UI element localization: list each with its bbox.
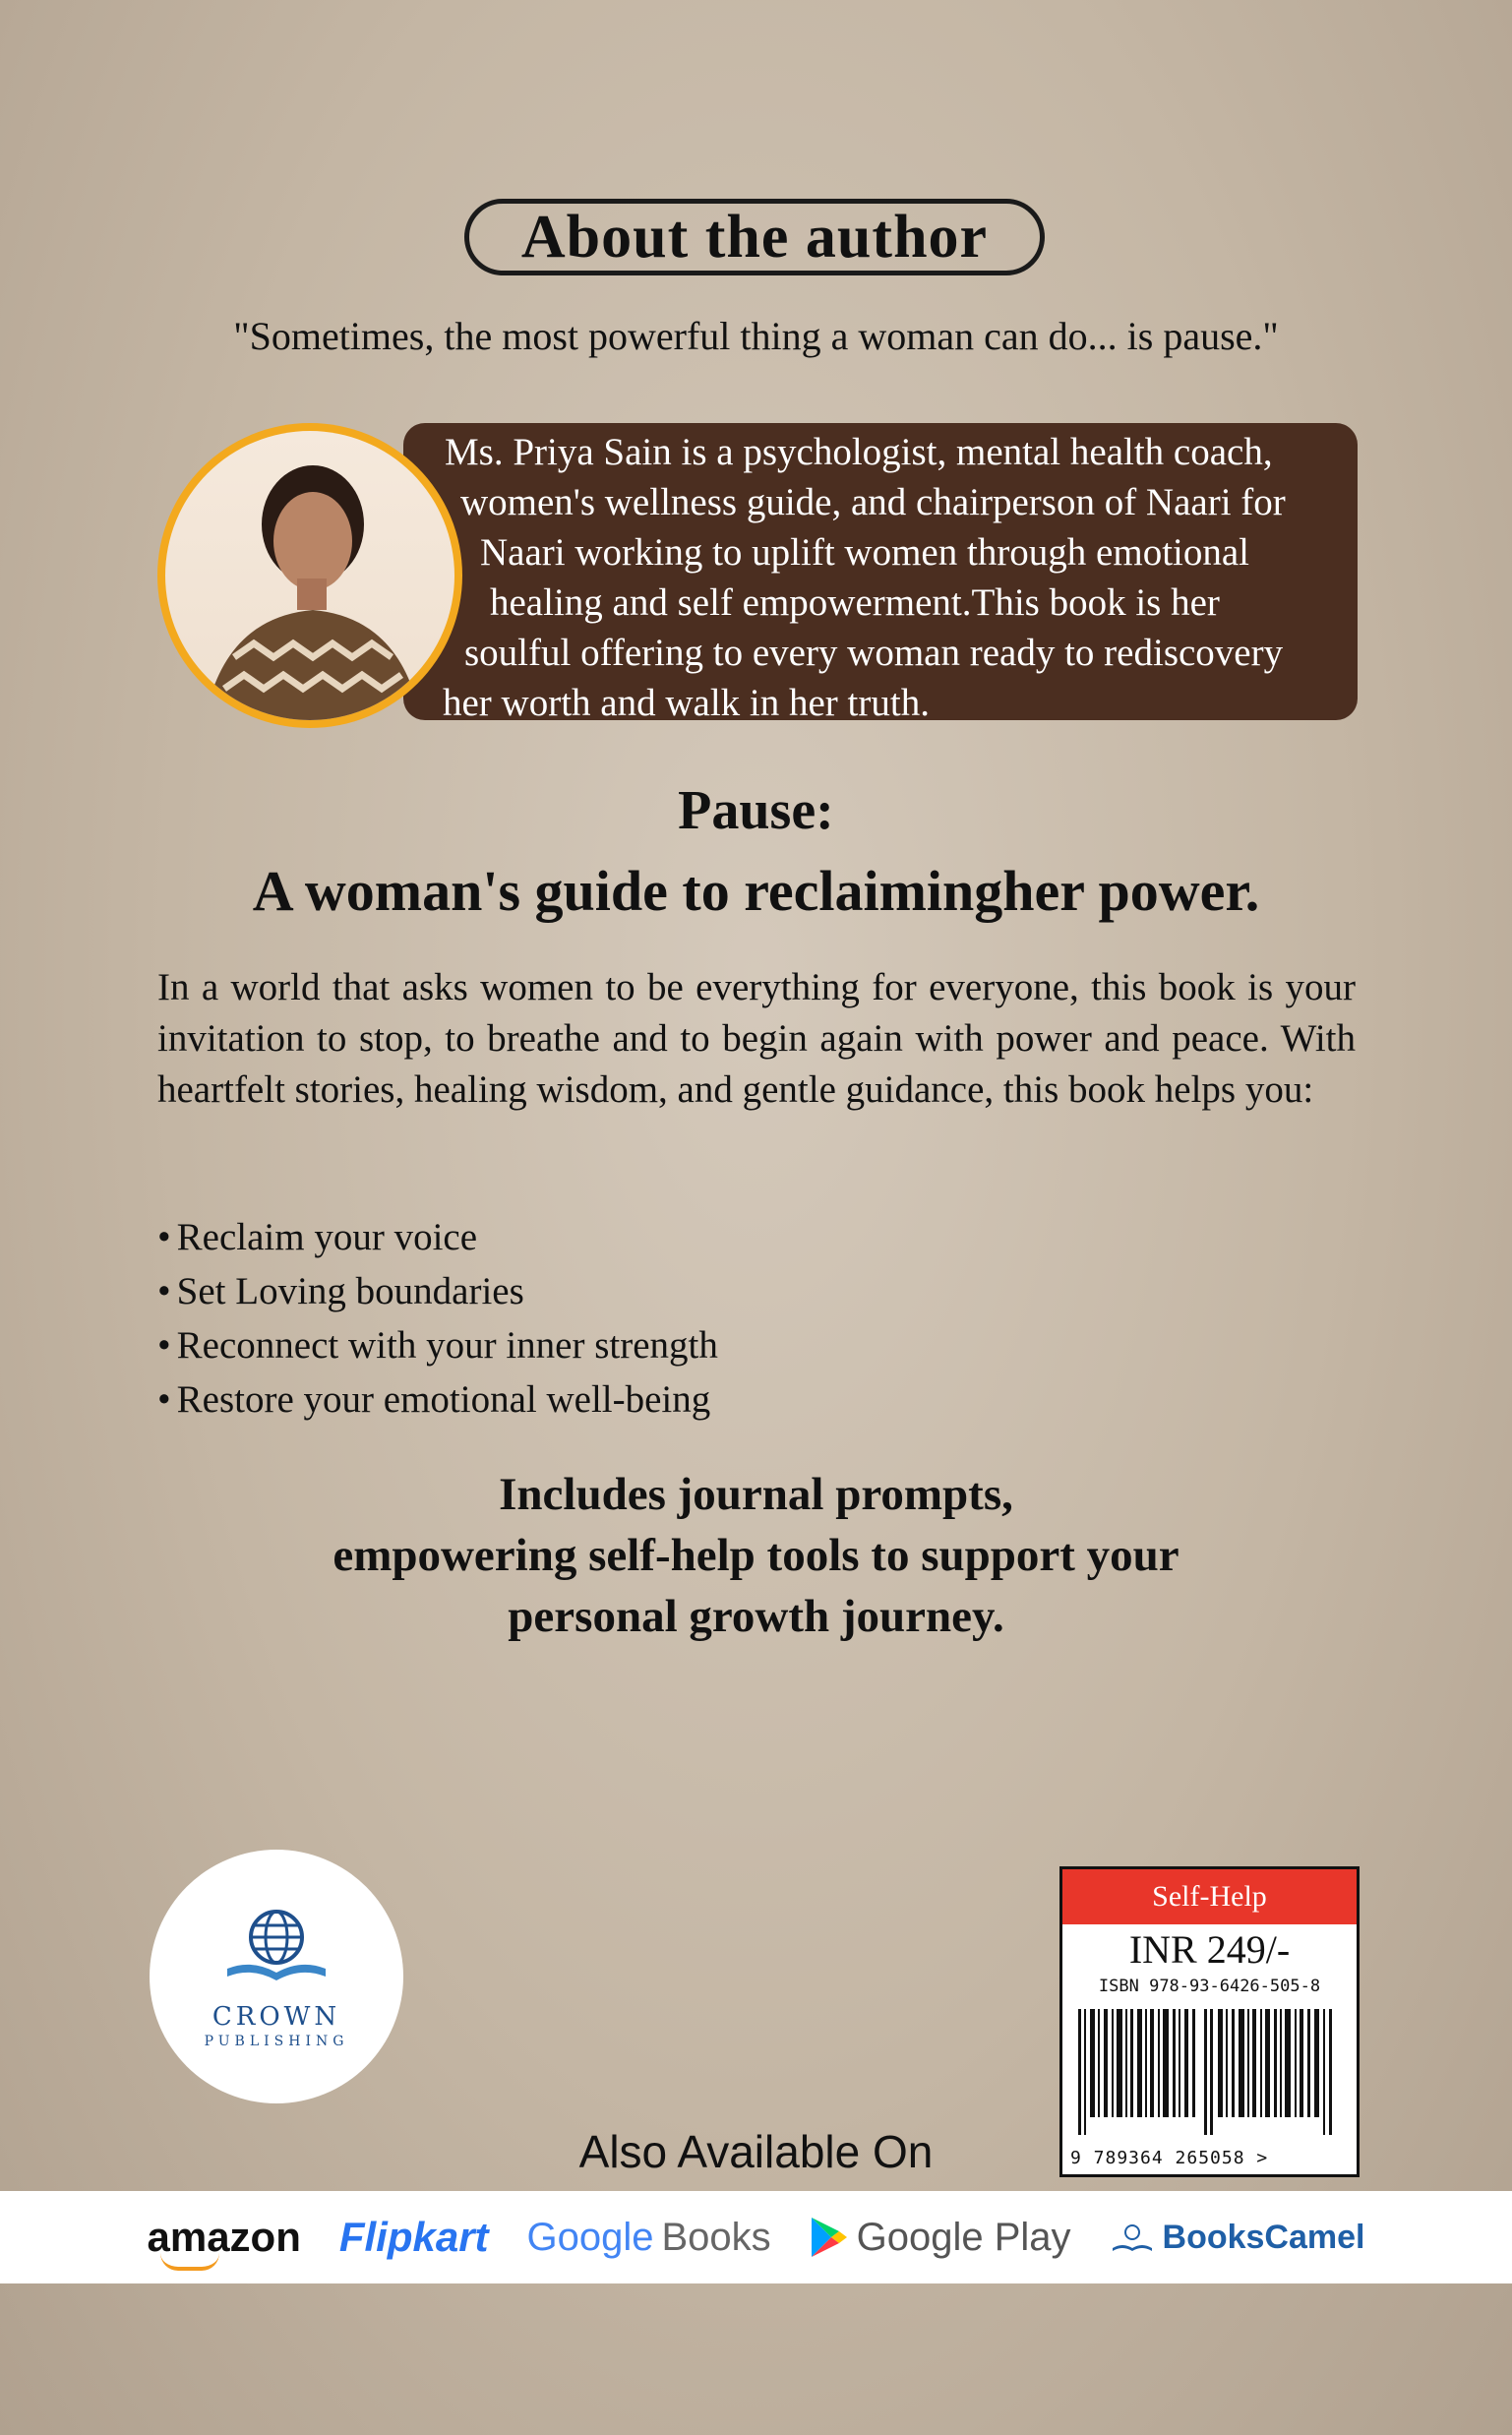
barcode-icon	[1074, 2009, 1345, 2135]
amazon-wordmark: amazon	[147, 2214, 301, 2260]
category-label: Self-Help	[1062, 1869, 1357, 1924]
bookscamel-logo	[1110, 2219, 1365, 2257]
publisher-name: CROWN	[212, 2002, 341, 2032]
google-play-logo	[810, 2216, 1071, 2260]
globe-book-icon	[222, 1904, 331, 1992]
publisher-logo	[150, 1850, 403, 2103]
play-triangle-icon	[810, 2216, 849, 2259]
includes-line: Includes journal prompts,	[499, 1469, 1013, 1520]
includes-line: personal growth journey.	[508, 1591, 1004, 1642]
bookscamel-wordmark: BooksCamel	[1162, 2218, 1365, 2256]
list-item: • Reclaim your voice	[157, 1210, 718, 1264]
author-portrait-icon	[165, 431, 454, 720]
list-item: • Reconnect with your inner strength	[157, 1318, 718, 1372]
includes-line: empowering self-help tools to support your	[333, 1530, 1179, 1581]
also-available-label: Also Available On	[578, 2126, 934, 2177]
google-books-logo	[527, 2216, 771, 2260]
bio-line: Naari working to uplift women through emotional	[480, 531, 1250, 574]
bio-text	[425, 427, 1334, 728]
includes-note	[0, 1464, 1512, 1647]
barcode-digits: 9 789364 265058 >	[1070, 2148, 1269, 2168]
list-item: • Set Loving boundaries	[157, 1264, 718, 1318]
bio-line: healing and self empowerment.This book is her	[490, 581, 1220, 624]
benefit-list	[157, 1210, 718, 1427]
amazon-logo	[147, 2214, 300, 2261]
publisher-subtitle: PUBLISHING	[204, 2034, 349, 2049]
isbn-label: ISBN 978-93-6426-505-8	[1098, 1977, 1321, 1996]
google-play-wordmark: Google Play	[856, 2215, 1071, 2259]
bio-line: her worth and walk in her truth.	[443, 682, 930, 724]
author-quote: "Sometimes, the most powerful thing a woman can do... is pause."	[233, 314, 1279, 358]
bio-line: women's wellness guide, and chairperson of Naari for	[460, 481, 1286, 523]
books-wordmark: Books	[661, 2215, 771, 2259]
flipkart-logo: Flipkart	[338, 2214, 489, 2260]
book-title: Pause:	[678, 780, 834, 841]
description-paragraph: In a world that asks women to be everything for everyone, this book is your invitation to stop, to breathe and to begin again with power and peace. With heartfelt stories, healing wisdom, and gentle guidance, this book helps you:	[157, 966, 1356, 1111]
store-logos-band	[0, 2191, 1512, 2283]
author-photo	[157, 423, 462, 728]
price-label: INR 249/-	[1128, 1927, 1291, 1972]
google-wordmark: Google	[526, 2215, 654, 2259]
list-item: • Restore your emotional well-being	[157, 1372, 718, 1427]
book-subtitle: A woman's guide to reclaimingher power.	[252, 859, 1260, 923]
bio-line: soulful offering to every woman ready to rediscovery	[464, 632, 1284, 674]
open-book-icon	[1110, 2221, 1155, 2254]
bio-line: Ms. Priya Sain is a psychologist, mental health coach,	[445, 431, 1273, 473]
about-author-heading: About the author	[464, 199, 1045, 275]
